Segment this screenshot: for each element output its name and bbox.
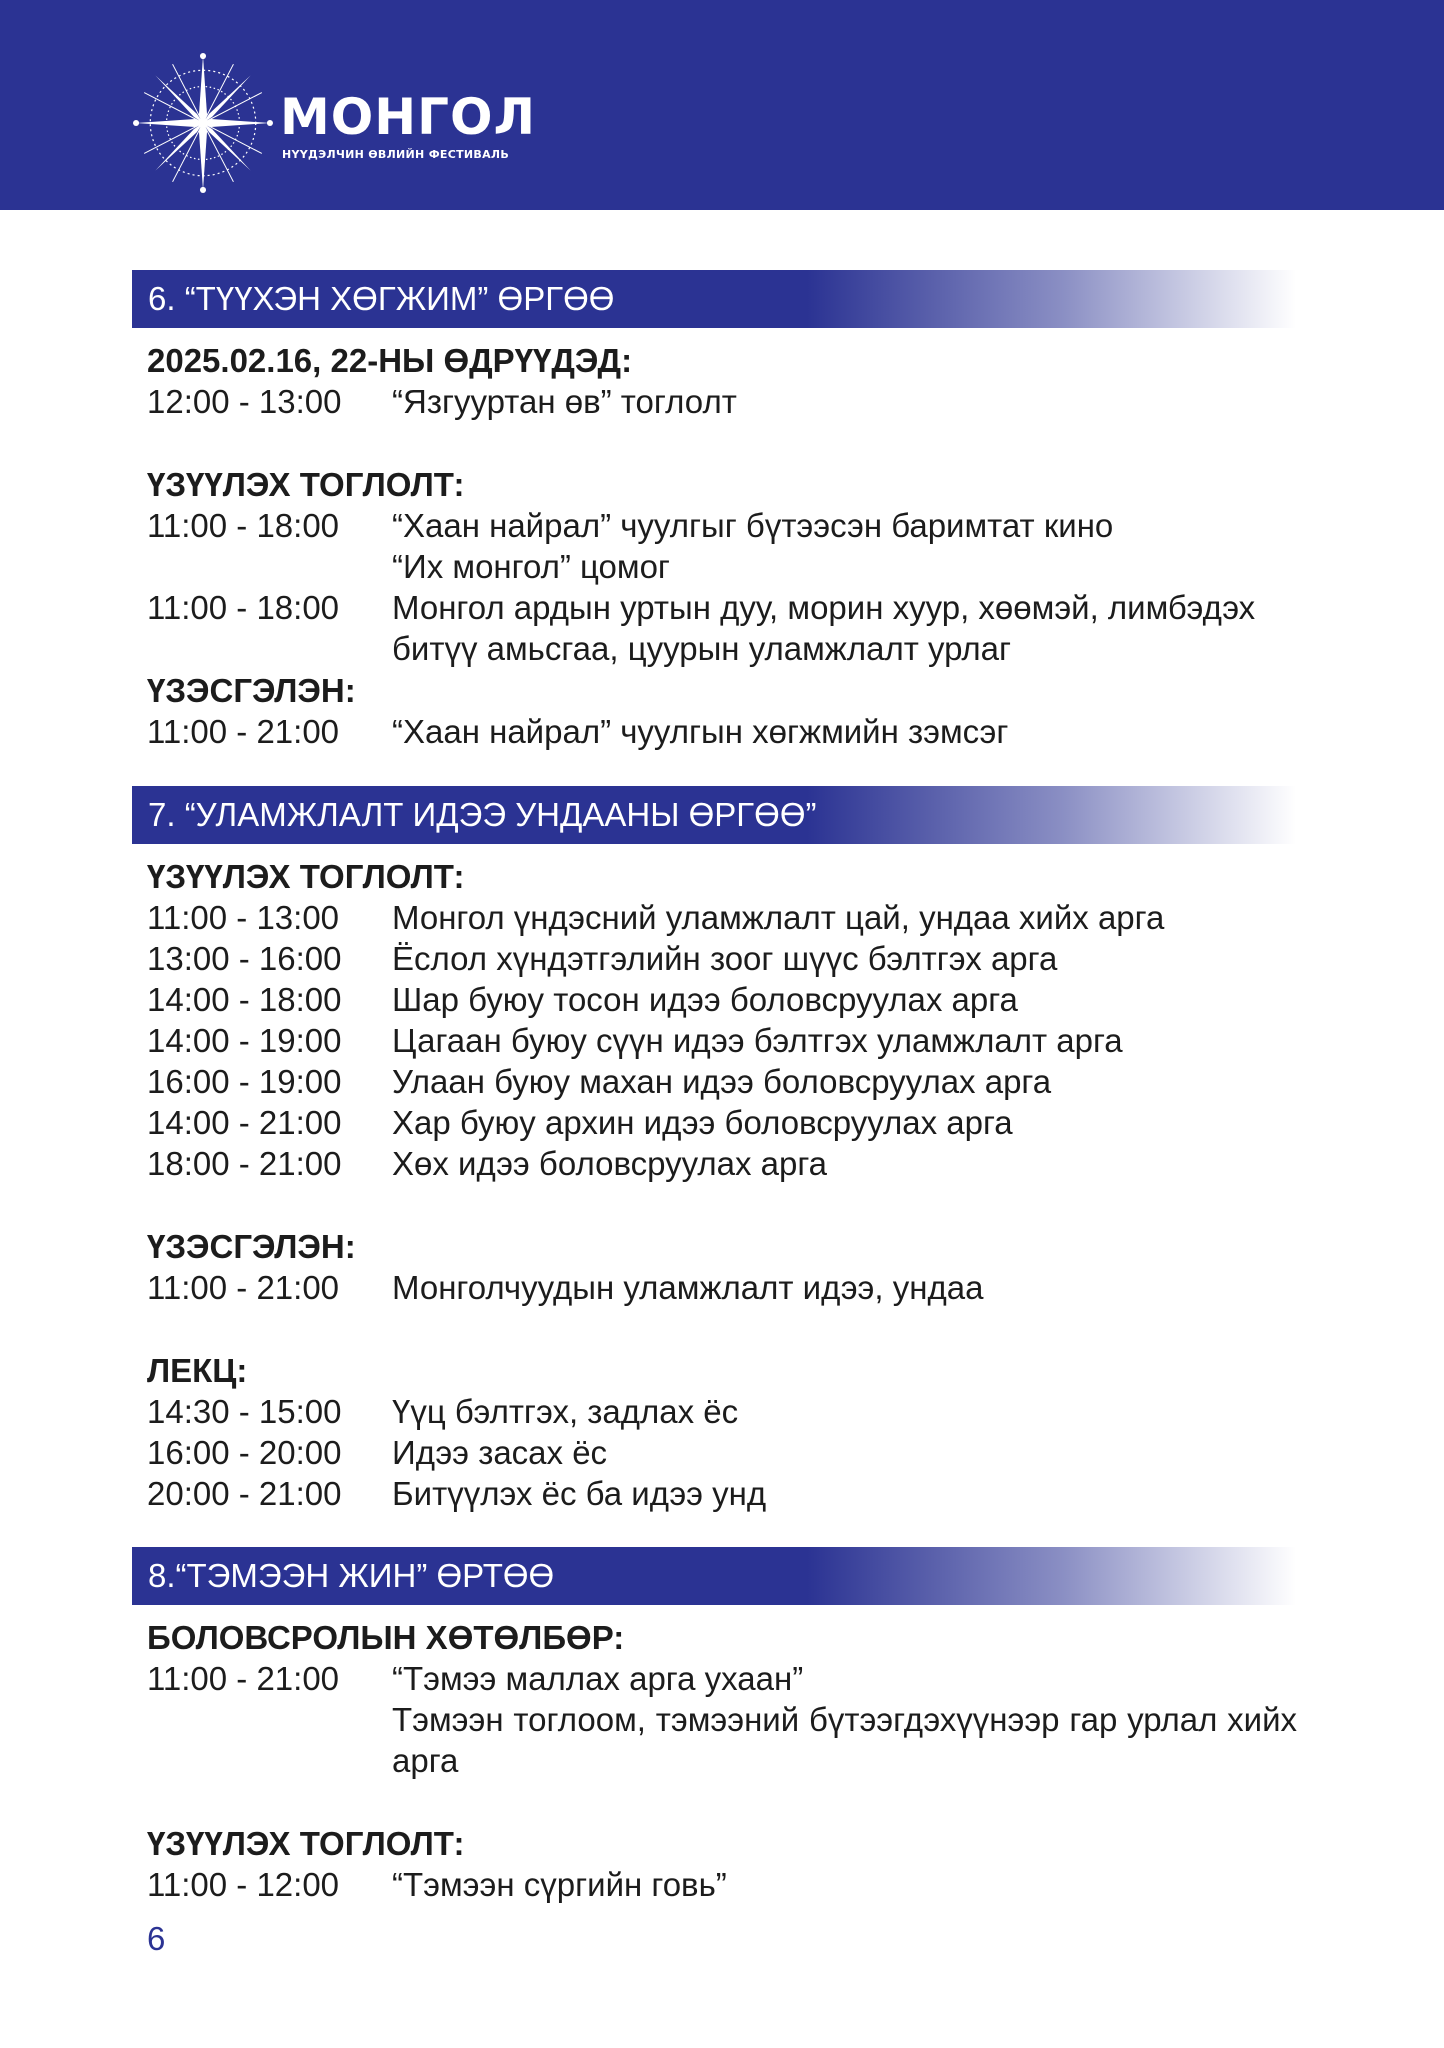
event-description: Улаан буюу махан идээ боловсруулах арга [392, 1063, 1052, 1100]
event-description: Хөх идээ боловсруулах арга [392, 1145, 828, 1182]
section-bar-6 [132, 270, 1296, 328]
event-description: “Хаан найрал” чуулгыг бүтээсэн баримтат кино [392, 507, 1114, 544]
event-description: Монголчуудын уламжлалт идээ, ундаа [392, 1269, 984, 1306]
event-description: Монгол ардын уртын дуу, морин хуур, хөөмэй, лимбэдэх битүү амьсгаа, цуурын уламжлалт урлаг [392, 589, 1256, 667]
event-description: Шар буюу тосон идээ боловсруулах арга [392, 981, 1018, 1018]
event-description: “Тэмээ маллах арга ухаан” [392, 1660, 804, 1697]
group-heading: 2025.02.16, 22-НЫ ӨДРҮҮДЭД: [147, 342, 633, 379]
time-range: 11:00 - 13:00 [147, 899, 340, 936]
time-range: 11:00 - 18:00 [147, 589, 340, 626]
page-number: 6 [147, 1920, 166, 1957]
logo-subtitle: НҮҮДЭЛЧИН ӨВЛИЙН ФЕСТИВАЛЬ [282, 148, 510, 161]
section-title: 8.“ТЭМЭЭН ЖИН” ӨРТӨӨ [148, 1557, 555, 1594]
time-range: 16:00 - 20:00 [147, 1434, 342, 1471]
group-heading: ҮЗҮҮЛЭХ ТОГЛОЛТ: [147, 858, 465, 895]
event-description: Идээ засах ёс [392, 1434, 608, 1471]
event-description: Битүүлэх ёс ба идээ унд [392, 1475, 767, 1512]
event-description: “Хаан найрал” чуулгын хөгжмийн зэмсэг [392, 713, 1009, 750]
time-range: 14:00 - 18:00 [147, 981, 342, 1018]
time-range: 12:00 - 13:00 [147, 383, 342, 420]
event-description: Тэмээн тоглоом, тэмээний бүтээгдэхүүнээр гар урлал хийх арга [392, 1701, 1297, 1779]
logo-title: МОНГОЛ [280, 88, 536, 146]
time-range: 20:00 - 21:00 [147, 1475, 342, 1512]
time-range: 11:00 - 21:00 [147, 1269, 340, 1306]
header-banner [0, 0, 1444, 210]
event-description: Ёслол хүндэтгэлийн зоог шүүс бэлтгэх арга [392, 940, 1058, 977]
time-range: 18:00 - 21:00 [147, 1145, 342, 1182]
time-range: 16:00 - 19:00 [147, 1063, 342, 1100]
group-heading: ҮЗЭСГЭЛЭН: [147, 1228, 356, 1265]
group-heading: БОЛОВСРОЛЫН ХӨТӨЛБӨР: [147, 1619, 625, 1656]
group-heading: ЛЕКЦ: [147, 1352, 248, 1389]
time-range: 13:00 - 16:00 [147, 940, 342, 977]
snowflake-compass-icon [132, 52, 274, 194]
time-range: 11:00 - 21:00 [147, 713, 340, 750]
event-description: Монгол үндэсний уламжлалт цай, ундаа хийх арга [392, 899, 1165, 936]
time-range: 14:00 - 21:00 [147, 1104, 342, 1141]
section-title: 7. “УЛАМЖЛАЛТ ИДЭЭ УНДААНЫ ӨРГӨӨ” [148, 796, 817, 833]
time-range: 14:30 - 15:00 [147, 1393, 342, 1430]
section-title: 6. “ТҮҮХЭН ХӨГЖИМ” ӨРГӨӨ [148, 280, 615, 317]
group-heading: ҮЗЭСГЭЛЭН: [147, 672, 356, 709]
time-range: 14:00 - 19:00 [147, 1022, 342, 1059]
time-range: 11:00 - 18:00 [147, 507, 340, 544]
event-description: Цагаан буюу сүүн идээ бэлтгэх уламжлалт арга [392, 1022, 1123, 1059]
group-heading: ҮЗҮҮЛЭХ ТОГЛОЛТ: [147, 466, 465, 503]
group-heading: ҮЗҮҮЛЭХ ТОГЛОЛТ: [147, 1825, 465, 1862]
section-bar-7 [132, 786, 1296, 844]
time-range: 11:00 - 12:00 [147, 1866, 340, 1903]
event-description: Үүц бэлтгэх, задлах ёс [392, 1393, 739, 1430]
event-description: Хар буюу архин идээ боловсруулах арга [392, 1104, 1013, 1141]
event-description: “Их монгол” цомог [392, 548, 670, 585]
time-range: 11:00 - 21:00 [147, 1660, 340, 1697]
event-description: “Язгууртан өв” тоглолт [392, 383, 737, 420]
section-bar-8 [132, 1547, 1296, 1605]
event-description: “Тэмээн сүргийн говь” [392, 1866, 727, 1903]
